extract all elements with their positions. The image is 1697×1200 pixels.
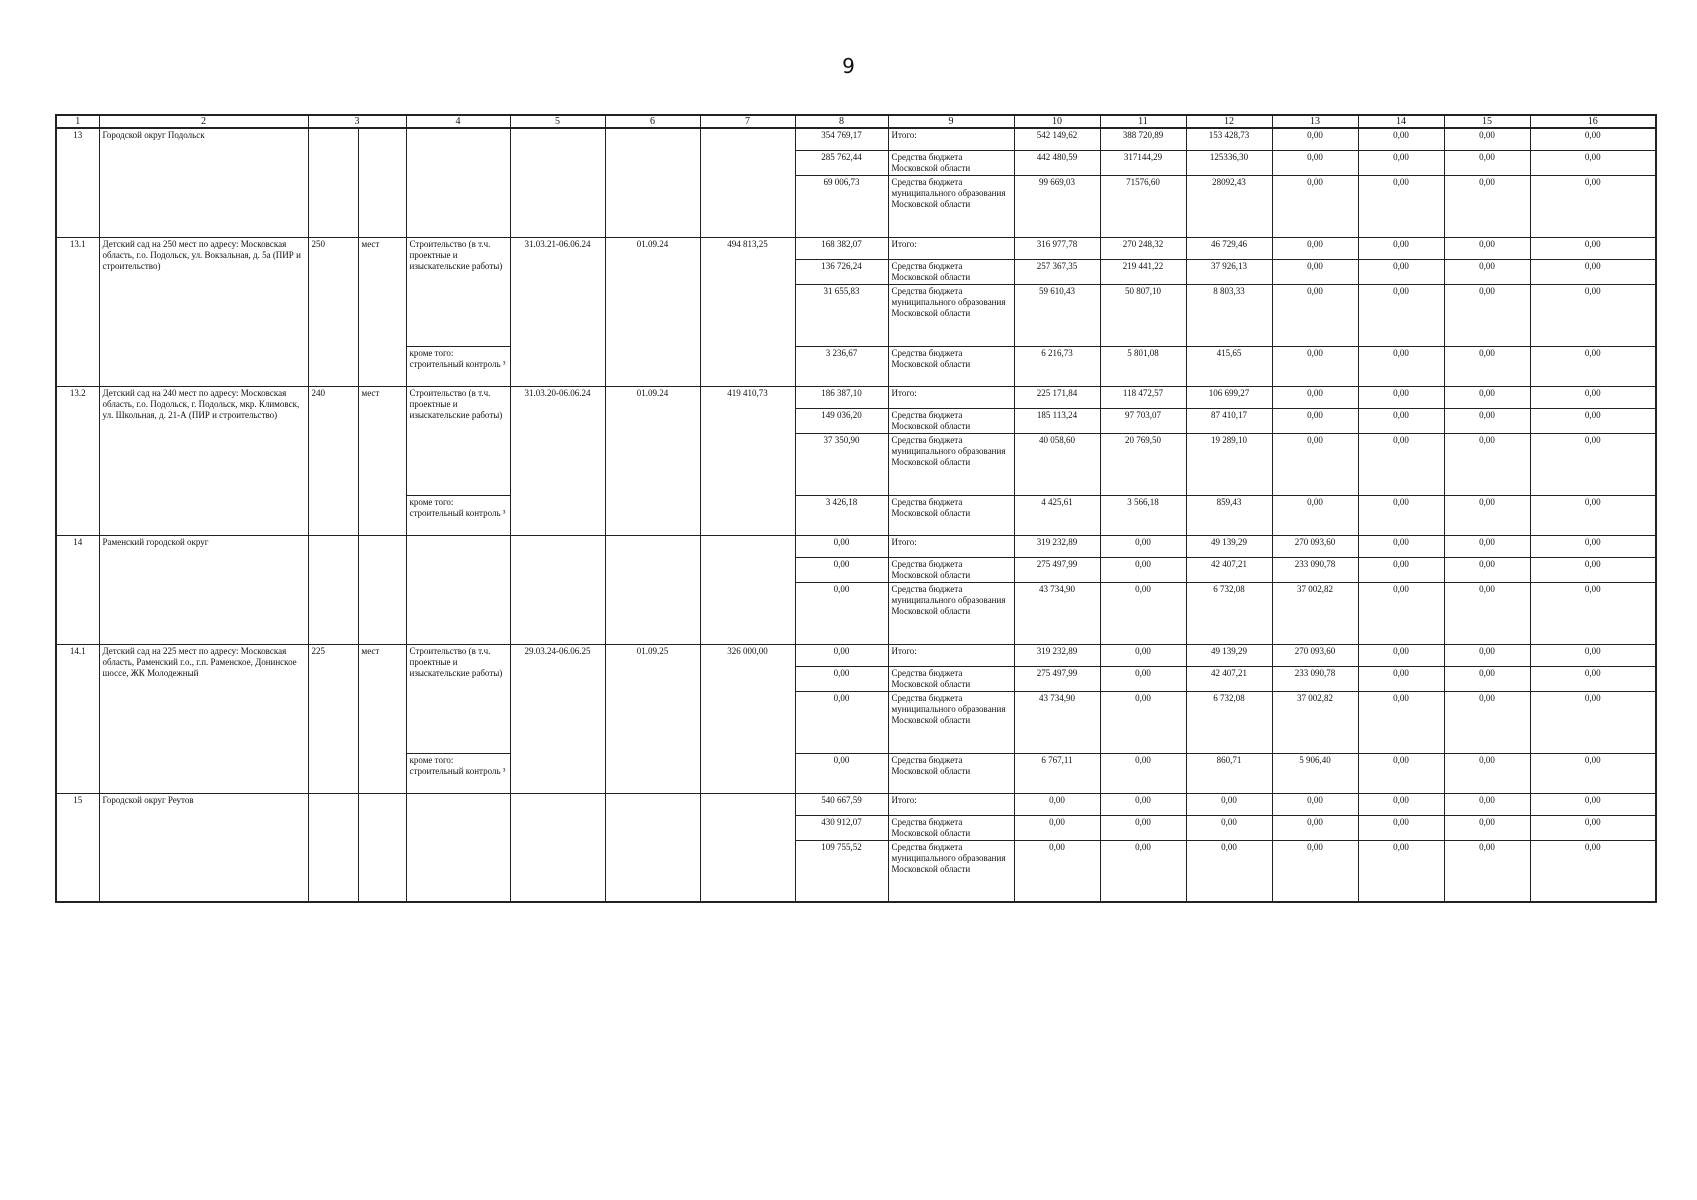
capacity: 225 [308, 644, 358, 793]
year-value: 3 566,18 [1100, 495, 1186, 535]
financed-amount: 186 387,10 [795, 386, 888, 408]
capacity-unit [358, 793, 406, 902]
total-cost: 326 000,00 [700, 644, 795, 793]
work-type [406, 128, 510, 237]
year-value: 0,00 [1100, 840, 1186, 902]
row-number: 13.2 [56, 386, 99, 535]
work-type: Строительство (в т.ч. проектные и изыскательские работы) [406, 644, 510, 753]
capacity: 240 [308, 386, 358, 535]
year-value: 270 093,60 [1272, 535, 1358, 557]
object-name: Раменский городской округ [99, 535, 308, 644]
year-value: 0,00 [1444, 150, 1530, 175]
year-value: 0,00 [1530, 644, 1656, 666]
year-value: 0,00 [1444, 644, 1530, 666]
year-value: 0,00 [1100, 557, 1186, 582]
year-value: 118 472,57 [1100, 386, 1186, 408]
financed-amount: 0,00 [795, 582, 888, 644]
year-value: 125336,30 [1186, 150, 1272, 175]
year-value: 42 407,21 [1186, 557, 1272, 582]
financed-amount: 3 426,18 [795, 495, 888, 535]
year-value: 49 139,29 [1186, 535, 1272, 557]
capacity-unit: мест [358, 644, 406, 793]
year-value: 0,00 [1358, 408, 1444, 433]
financed-amount: 0,00 [795, 557, 888, 582]
year-value: 59 610,43 [1014, 284, 1100, 346]
year-value: 542 149,62 [1014, 128, 1100, 150]
year-value: 0,00 [1100, 691, 1186, 753]
year-value: 0,00 [1100, 582, 1186, 644]
year-value: 0,00 [1444, 557, 1530, 582]
funding-source: Средства бюджета Московской области [888, 557, 1014, 582]
work-period: 29.03.24-06.06.25 [510, 644, 605, 793]
year-value: 219 441,22 [1100, 259, 1186, 284]
capacity: 250 [308, 237, 358, 386]
financed-amount: 354 769,17 [795, 128, 888, 150]
year-value: 0,00 [1444, 386, 1530, 408]
row-number: 14.1 [56, 644, 99, 793]
financed-amount: 285 762,44 [795, 150, 888, 175]
year-value: 0,00 [1358, 150, 1444, 175]
year-value: 0,00 [1100, 535, 1186, 557]
year-value: 0,00 [1444, 175, 1530, 237]
year-value: 40 058,60 [1014, 433, 1100, 495]
year-value: 257 367,35 [1014, 259, 1100, 284]
work-period: 31.03.21-06.06.24 [510, 237, 605, 386]
object-name: Городской округ Реутов [99, 793, 308, 902]
capacity [308, 128, 358, 237]
year-value: 0,00 [1530, 840, 1656, 902]
year-value: 42 407,21 [1186, 666, 1272, 691]
year-value: 0,00 [1530, 582, 1656, 644]
year-value: 0,00 [1358, 793, 1444, 815]
year-value: 0,00 [1444, 237, 1530, 259]
year-value: 0,00 [1014, 815, 1100, 840]
funding-source: Средства бюджета Московской области [888, 408, 1014, 433]
year-value: 0,00 [1530, 150, 1656, 175]
capacity [308, 793, 358, 902]
financed-amount: 69 006,73 [795, 175, 888, 237]
year-value: 0,00 [1186, 793, 1272, 815]
funding-source: Итого: [888, 128, 1014, 150]
year-value: 5 801,08 [1100, 346, 1186, 386]
year-value: 0,00 [1272, 495, 1358, 535]
year-value: 0,00 [1530, 237, 1656, 259]
year-value: 0,00 [1530, 557, 1656, 582]
header-row [56, 115, 1656, 128]
year-value: 0,00 [1530, 346, 1656, 386]
year-value: 0,00 [1444, 753, 1530, 793]
year-value: 275 497,99 [1014, 557, 1100, 582]
year-value: 49 139,29 [1186, 644, 1272, 666]
table-row [56, 128, 1656, 150]
total-cost [700, 128, 795, 237]
financed-amount: 31 655,83 [795, 284, 888, 346]
funding-source: Итого: [888, 535, 1014, 557]
year-value: 860,71 [1186, 753, 1272, 793]
year-value: 0,00 [1444, 691, 1530, 753]
year-value: 319 232,89 [1014, 535, 1100, 557]
column-header: 13 [1272, 115, 1358, 128]
year-value: 0,00 [1358, 386, 1444, 408]
funding-source: Средства бюджета Московской области [888, 495, 1014, 535]
funding-source: Средства бюджета Московской области [888, 150, 1014, 175]
year-value: 0,00 [1530, 495, 1656, 535]
commissioning-date: 01.09.24 [605, 237, 700, 386]
column-header: 8 [795, 115, 888, 128]
funding-source: Средства бюджета Московской области [888, 666, 1014, 691]
year-value: 0,00 [1358, 753, 1444, 793]
year-value: 0,00 [1272, 793, 1358, 815]
total-cost [700, 793, 795, 902]
financed-amount: 0,00 [795, 666, 888, 691]
year-value: 0,00 [1444, 815, 1530, 840]
year-value: 0,00 [1530, 175, 1656, 237]
year-value: 0,00 [1444, 495, 1530, 535]
year-value: 0,00 [1358, 582, 1444, 644]
funding-source: Средства бюджета муниципального образования Московской области [888, 175, 1014, 237]
year-value: 0,00 [1444, 346, 1530, 386]
financed-amount: 37 350,90 [795, 433, 888, 495]
financed-amount: 3 236,67 [795, 346, 888, 386]
year-value: 0,00 [1272, 408, 1358, 433]
capacity-unit [358, 535, 406, 644]
year-value: 43 734,90 [1014, 691, 1100, 753]
funding-source: Средства бюджета муниципального образования Московской области [888, 582, 1014, 644]
work-period [510, 128, 605, 237]
year-value: 0,00 [1444, 582, 1530, 644]
year-value: 0,00 [1272, 284, 1358, 346]
year-value: 185 113,24 [1014, 408, 1100, 433]
year-value: 0,00 [1272, 259, 1358, 284]
object-name: Детский сад на 225 мест по адресу: Московская область, Раменский г.о., г.п. Раменское, Донинское шоссе, ЖК Молодежный [99, 644, 308, 793]
column-header: 4 [406, 115, 510, 128]
year-value: 0,00 [1100, 753, 1186, 793]
year-value: 0,00 [1358, 346, 1444, 386]
year-value: 0,00 [1444, 433, 1530, 495]
year-value: 19 289,10 [1186, 433, 1272, 495]
table-row [56, 644, 1656, 666]
year-value: 0,00 [1272, 840, 1358, 902]
year-value: 225 171,84 [1014, 386, 1100, 408]
funding-source: Средства бюджета Московской области [888, 753, 1014, 793]
year-value: 20 769,50 [1100, 433, 1186, 495]
column-header: 6 [605, 115, 700, 128]
year-value: 270 248,32 [1100, 237, 1186, 259]
year-value: 415,65 [1186, 346, 1272, 386]
column-header: 10 [1014, 115, 1100, 128]
year-value: 0,00 [1014, 793, 1100, 815]
work-type: Строительство (в т.ч. проектные и изыскательские работы) [406, 386, 510, 495]
object-name: Детский сад на 240 мест по адресу: Московская область, г.о. Подольск, г. Подольск, мкр. Климовск, ул. Школьная, д. 21-А (ПИР и строительство) [99, 386, 308, 535]
work-type-extra: кроме того: строительный контроль ³ [406, 495, 510, 535]
year-value: 0,00 [1530, 535, 1656, 557]
year-value: 0,00 [1530, 793, 1656, 815]
column-header: 14 [1358, 115, 1444, 128]
year-value: 0,00 [1186, 840, 1272, 902]
year-value: 0,00 [1272, 237, 1358, 259]
year-value: 0,00 [1530, 433, 1656, 495]
year-value: 0,00 [1272, 815, 1358, 840]
work-type-extra: кроме того: строительный контроль ³ [406, 753, 510, 793]
year-value: 0,00 [1100, 793, 1186, 815]
table-row [56, 793, 1656, 815]
year-value: 0,00 [1358, 557, 1444, 582]
commissioning-date: 01.09.24 [605, 386, 700, 535]
row-number: 15 [56, 793, 99, 902]
year-value: 0,00 [1444, 408, 1530, 433]
column-header: 9 [888, 115, 1014, 128]
funding-source: Средства бюджета муниципального образования Московской области [888, 284, 1014, 346]
year-value: 0,00 [1358, 840, 1444, 902]
work-period [510, 535, 605, 644]
funding-source: Итого: [888, 237, 1014, 259]
financed-amount: 168 382,07 [795, 237, 888, 259]
financed-amount: 136 726,24 [795, 259, 888, 284]
year-value: 0,00 [1358, 284, 1444, 346]
capacity-unit: мест [358, 237, 406, 386]
capacity-unit [358, 128, 406, 237]
year-value: 106 699,27 [1186, 386, 1272, 408]
year-value: 6 732,08 [1186, 582, 1272, 644]
object-name: Детский сад на 250 мест по адресу: Московская область, г.о. Подольск, ул. Вокзальная, д. 5а (ПИР и строительство) [99, 237, 308, 386]
year-value: 6 732,08 [1186, 691, 1272, 753]
year-value: 0,00 [1530, 386, 1656, 408]
funding-source: Средства бюджета Московской области [888, 815, 1014, 840]
year-value: 0,00 [1358, 259, 1444, 284]
year-value: 0,00 [1358, 237, 1444, 259]
year-value: 6 767,11 [1014, 753, 1100, 793]
capacity-unit: мест [358, 386, 406, 535]
table-row [56, 535, 1656, 557]
year-value: 0,00 [1444, 840, 1530, 902]
year-value: 0,00 [1358, 691, 1444, 753]
year-value: 8 803,33 [1186, 284, 1272, 346]
year-value: 71576,60 [1100, 175, 1186, 237]
row-number: 13.1 [56, 237, 99, 386]
commissioning-date [605, 535, 700, 644]
work-type: Строительство (в т.ч. проектные и изыскательские работы) [406, 237, 510, 346]
total-cost: 419 410,73 [700, 386, 795, 535]
row-number: 14 [56, 535, 99, 644]
financed-amount: 430 912,07 [795, 815, 888, 840]
year-value: 0,00 [1272, 150, 1358, 175]
year-value: 28092,43 [1186, 175, 1272, 237]
column-header: 12 [1186, 115, 1272, 128]
page-number: 9 [842, 54, 855, 78]
commissioning-date [605, 793, 700, 902]
year-value: 99 669,03 [1014, 175, 1100, 237]
year-value: 37 002,82 [1272, 582, 1358, 644]
year-value: 4 425,61 [1014, 495, 1100, 535]
row-number: 13 [56, 128, 99, 237]
year-value: 87 410,17 [1186, 408, 1272, 433]
table-row [56, 237, 1656, 259]
work-type-extra: кроме того: строительный контроль ³ [406, 346, 510, 386]
year-value: 0,00 [1272, 175, 1358, 237]
year-value: 859,43 [1186, 495, 1272, 535]
year-value: 0,00 [1358, 815, 1444, 840]
object-name: Городской округ Подольск [99, 128, 308, 237]
funding-source: Итого: [888, 793, 1014, 815]
year-value: 0,00 [1530, 666, 1656, 691]
work-type [406, 793, 510, 902]
commissioning-date: 01.09.25 [605, 644, 700, 793]
column-header: 16 [1530, 115, 1656, 128]
year-value: 0,00 [1530, 284, 1656, 346]
financed-amount: 0,00 [795, 644, 888, 666]
year-value: 0,00 [1100, 644, 1186, 666]
financed-amount: 0,00 [795, 753, 888, 793]
year-value: 0,00 [1358, 175, 1444, 237]
year-value: 0,00 [1272, 346, 1358, 386]
funding-source: Средства бюджета муниципального образования Московской области [888, 840, 1014, 902]
year-value: 319 232,89 [1014, 644, 1100, 666]
year-value: 0,00 [1272, 433, 1358, 495]
financed-amount: 540 667,59 [795, 793, 888, 815]
year-value: 37 002,82 [1272, 691, 1358, 753]
year-value: 0,00 [1358, 535, 1444, 557]
total-cost: 494 813,25 [700, 237, 795, 386]
year-value: 50 807,10 [1100, 284, 1186, 346]
year-value: 43 734,90 [1014, 582, 1100, 644]
funding-source: Средства бюджета Московской области [888, 259, 1014, 284]
work-type [406, 535, 510, 644]
funding-source: Средства бюджета Московской области [888, 346, 1014, 386]
financed-amount: 149 036,20 [795, 408, 888, 433]
column-header: 7 [700, 115, 795, 128]
year-value: 0,00 [1530, 691, 1656, 753]
year-value: 0,00 [1530, 815, 1656, 840]
year-value: 37 926,13 [1186, 259, 1272, 284]
year-value: 5 906,40 [1272, 753, 1358, 793]
work-period: 31.03.20-06.06.24 [510, 386, 605, 535]
year-value: 0,00 [1530, 128, 1656, 150]
work-period [510, 793, 605, 902]
funding-source: Итого: [888, 386, 1014, 408]
year-value: 153 428,73 [1186, 128, 1272, 150]
year-value: 0,00 [1358, 644, 1444, 666]
column-header: 2 [99, 115, 308, 128]
budget-table [55, 114, 1657, 903]
financed-amount: 0,00 [795, 535, 888, 557]
column-header: 1 [56, 115, 99, 128]
year-value: 0,00 [1444, 793, 1530, 815]
column-header: 5 [510, 115, 605, 128]
column-header: 3 [308, 115, 406, 128]
year-value: 0,00 [1358, 495, 1444, 535]
year-value: 233 090,78 [1272, 666, 1358, 691]
year-value: 0,00 [1444, 535, 1530, 557]
year-value: 0,00 [1530, 753, 1656, 793]
year-value: 388 720,89 [1100, 128, 1186, 150]
year-value: 270 093,60 [1272, 644, 1358, 666]
year-value: 97 703,07 [1100, 408, 1186, 433]
year-value: 0,00 [1530, 408, 1656, 433]
year-value: 0,00 [1272, 386, 1358, 408]
year-value: 0,00 [1100, 666, 1186, 691]
year-value: 0,00 [1100, 815, 1186, 840]
year-value: 442 480,59 [1014, 150, 1100, 175]
funding-source: Итого: [888, 644, 1014, 666]
total-cost [700, 535, 795, 644]
year-value: 0,00 [1444, 259, 1530, 284]
year-value: 0,00 [1358, 128, 1444, 150]
year-value: 0,00 [1444, 128, 1530, 150]
budget-table-container [55, 114, 1655, 903]
financed-amount: 0,00 [795, 691, 888, 753]
year-value: 316 977,78 [1014, 237, 1100, 259]
column-header: 15 [1444, 115, 1530, 128]
year-value: 0,00 [1014, 840, 1100, 902]
year-value: 0,00 [1272, 128, 1358, 150]
column-header: 11 [1100, 115, 1186, 128]
financed-amount: 109 755,52 [795, 840, 888, 902]
table-row [56, 386, 1656, 408]
funding-source: Средства бюджета муниципального образования Московской области [888, 691, 1014, 753]
funding-source: Средства бюджета муниципального образования Московской области [888, 433, 1014, 495]
year-value: 0,00 [1358, 433, 1444, 495]
year-value: 46 729,46 [1186, 237, 1272, 259]
commissioning-date [605, 128, 700, 237]
year-value: 317144,29 [1100, 150, 1186, 175]
year-value: 275 497,99 [1014, 666, 1100, 691]
year-value: 6 216,73 [1014, 346, 1100, 386]
year-value: 0,00 [1358, 666, 1444, 691]
year-value: 0,00 [1530, 259, 1656, 284]
year-value: 0,00 [1444, 666, 1530, 691]
year-value: 0,00 [1444, 284, 1530, 346]
capacity [308, 535, 358, 644]
year-value: 0,00 [1186, 815, 1272, 840]
year-value: 233 090,78 [1272, 557, 1358, 582]
